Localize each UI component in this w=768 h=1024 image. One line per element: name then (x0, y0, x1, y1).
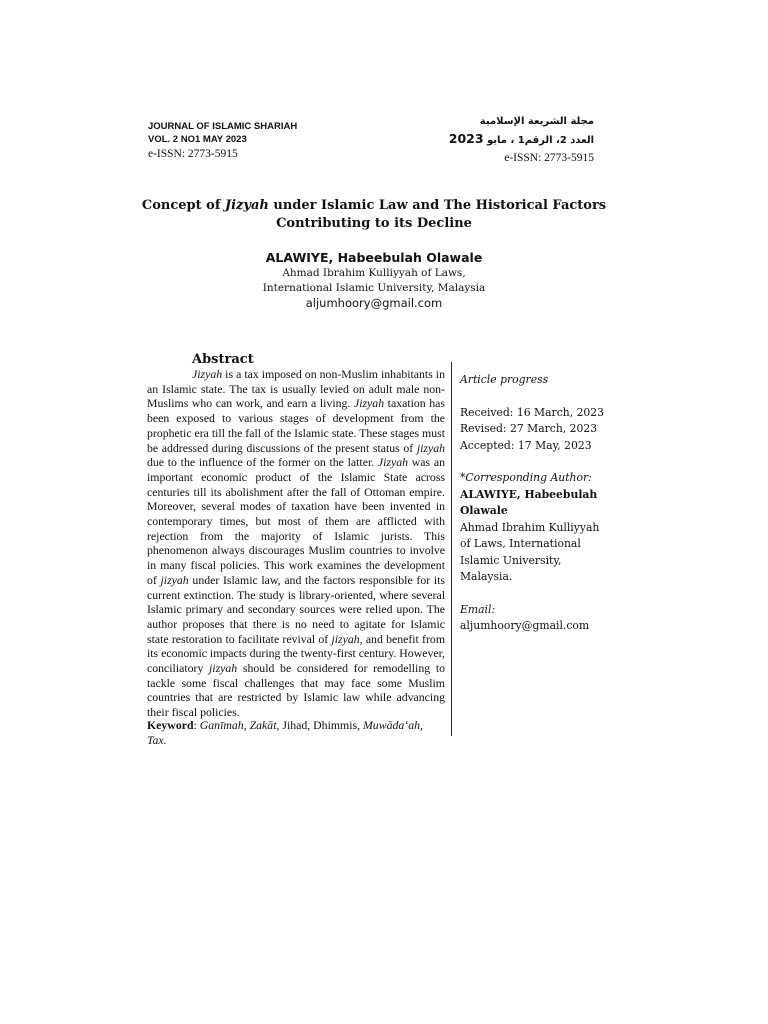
journal-volume: VOL. 2 NO1 MAY 2023 (148, 134, 247, 145)
arabic-year: 2023 (448, 131, 484, 146)
received-date: Received: 16 March, 2023 (460, 405, 605, 419)
revised-date: Revised: 27 March, 2023 (460, 422, 598, 435)
abstract-text: taxation has been exposed to various stages of development from the prophetic era till the fall of the Islamic state. These stages must be addressed during discussions of the present status of (147, 396, 445, 455)
author-email: aljumhoory@gmail.com (305, 296, 443, 310)
arabic-issue-text: العدد 2، الرقم1 ، مايو (487, 135, 594, 146)
journal-name: JOURNAL OF ISLAMIC SHARIAH (148, 121, 298, 132)
keyword-items: , Jihad, Dhimmis, (276, 718, 363, 732)
abstract-italic: Jizyah (377, 455, 409, 470)
abstract-heading: Abstract (192, 352, 254, 367)
article-progress-label: Article progress (460, 373, 549, 386)
article-title (120, 197, 628, 233)
abstract-italic: Jizyah (353, 396, 385, 411)
abstract-italic: jizyah (416, 440, 445, 455)
abstract-body (147, 367, 445, 720)
abstract-italic: jizyah, (331, 631, 363, 646)
author-name: ALAWIYE, Habeebulah Olawale (265, 250, 483, 265)
title-part: under Islamic Law and The Historical Factors Contributing to its Decline (268, 198, 607, 231)
arabic-issue (449, 130, 594, 150)
journal-header-left (148, 120, 297, 162)
keyword-label: Keyword (147, 718, 194, 732)
article-info-sidebar (460, 372, 610, 635)
keyword-item: Muwāda‘ah, Tax. (147, 718, 423, 747)
email-label: Email: (460, 602, 496, 616)
keyword-sep: : (193, 718, 200, 732)
abstract-italic: jizyah (160, 572, 189, 587)
affiliation-line: Ahmad Ibrahim Kulliyyah of Laws, (282, 267, 466, 279)
abstract-text: and benefit from its economic impacts during the twenty-first century. However, conciliatory (147, 631, 445, 676)
title-italic: Jizyah (224, 198, 269, 213)
abstract-text: was an important economic product of the Islamic State across centuries till its abolishment after the fall of Ottoman empire. Moreover, several modes of taxation have been invented in contemporary times, but most of them are afflicted with rejection from the majority of Islamic jurists. This phenomenon always discourages Muslim countries to involve in many fiscal policies. This work examines the development of (147, 455, 445, 587)
abstract-text: due to the influence of the former on the latter. (147, 455, 378, 470)
abstract-italic: jizyah (209, 661, 238, 676)
corresponding-affiliation: Ahmad Ibrahim Kulliyyah of Laws, International Islamic University, Malaysia. (460, 520, 600, 583)
author-affiliation (120, 266, 628, 295)
keyword-sep: , (243, 718, 250, 732)
affiliation-line: International Islamic University, Malaysia (262, 281, 486, 294)
column-divider (451, 362, 452, 736)
arabic-journal-name: مجلة الشريعة الإسلامية (479, 116, 594, 127)
corresponding-email: aljumhoory@gmail.com (460, 619, 590, 632)
abstract-text: should be considered for remodelling to tackle some fiscal challenges that may face some Muslim countries that are restricted by Islamic law while advancing their fiscal policies. (147, 661, 445, 720)
corresponding-label: *Corresponding Author: (460, 471, 592, 484)
journal-eissn: e-ISSN: 2773-5915 (148, 148, 238, 160)
abstract-text: is a tax imposed on non-Muslim inhabitants in an Islamic state. The tax is usually levied on adult male non-Muslims who can work, and earn a living. (147, 367, 445, 411)
journal-header-right (449, 113, 594, 166)
corresponding-author: ALAWIYE, Habeebulah Olawale (460, 487, 598, 517)
abstract-italic: Jizyah (192, 367, 223, 381)
title-part: Concept of (141, 198, 225, 213)
abstract-text: under Islamic law, and the factors responsible for its current extinction. The study is library-oriented, where several Islamic primary and secondary sources were relied upon. The author proposes that there is no need to agitate for Islamic state restoration to facilitate revival of (147, 572, 445, 646)
keywords (147, 718, 445, 747)
keyword-item: Ganīmah (199, 718, 244, 732)
accepted-date: Accepted: 17 May, 2023 (460, 438, 592, 452)
journal-eissn-right: e-ISSN: 2773-5915 (504, 152, 594, 164)
keyword-item: Zakāt (249, 718, 277, 732)
